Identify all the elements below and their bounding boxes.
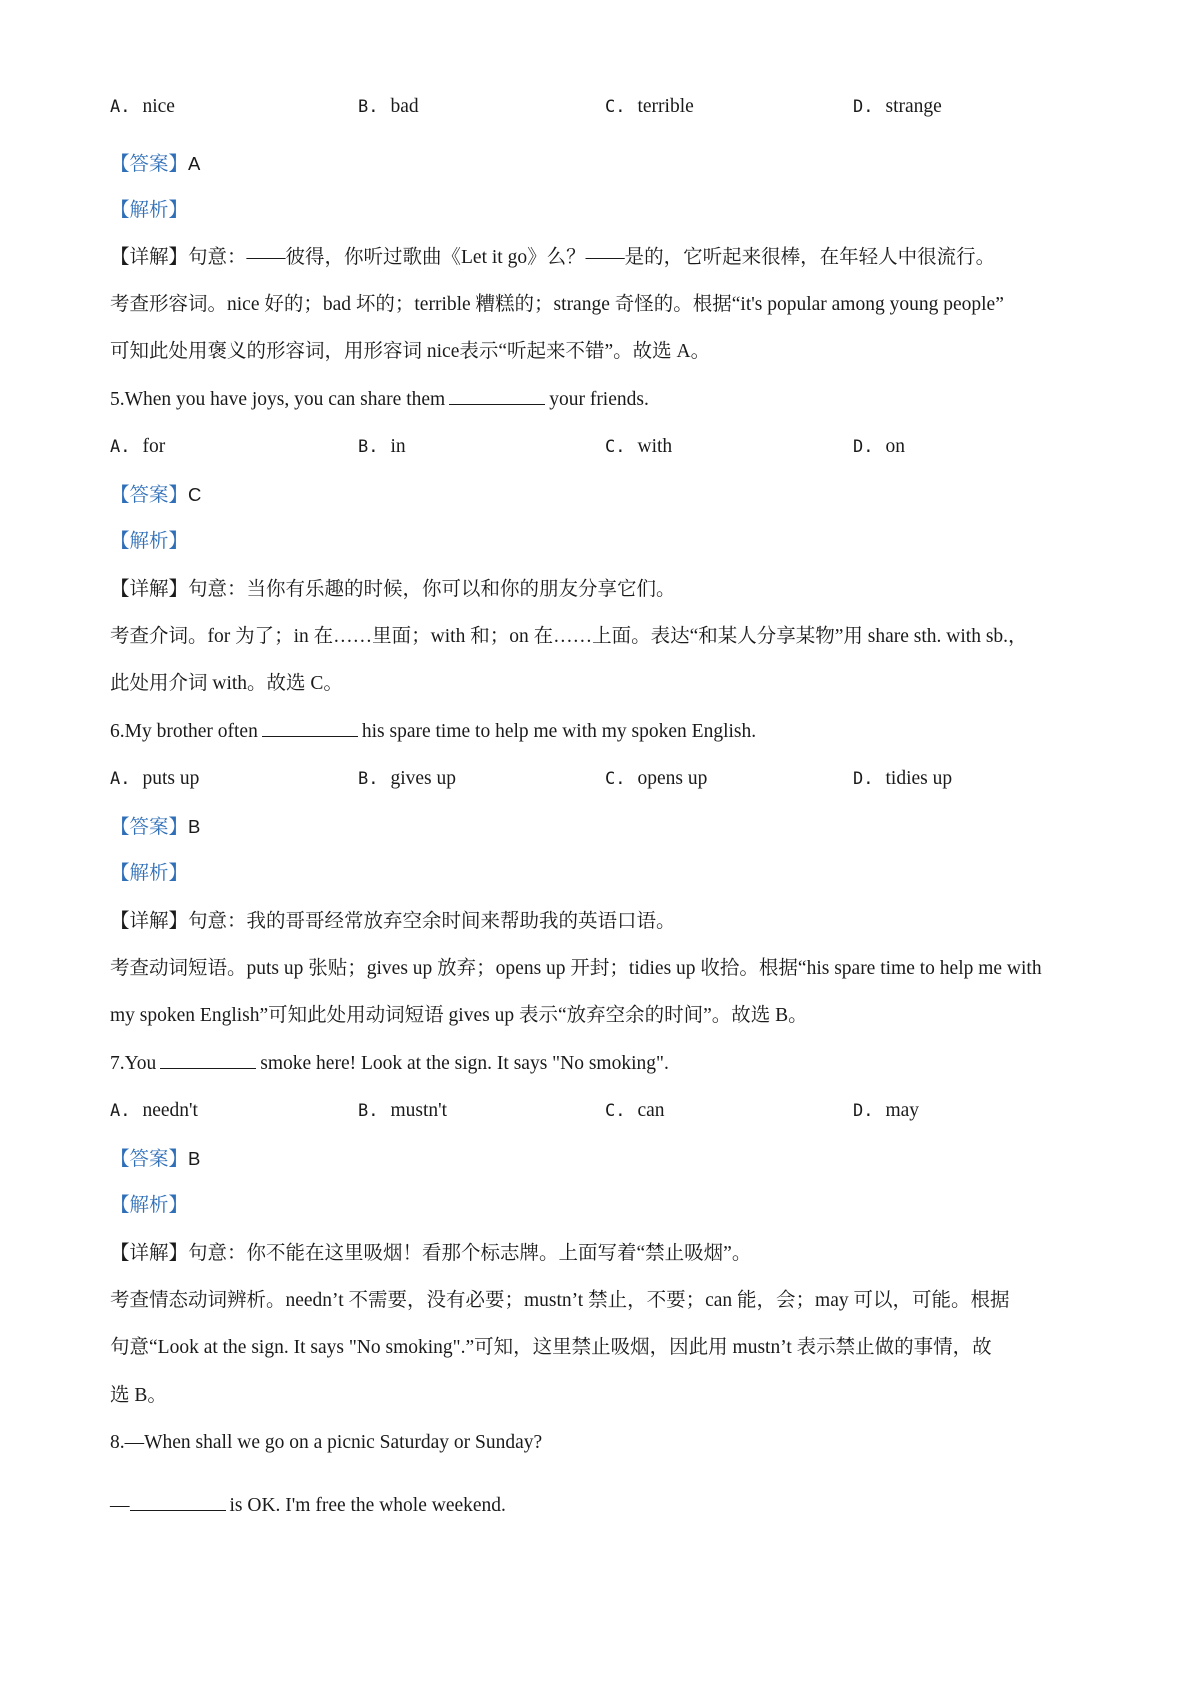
q8-reply: — is OK. I'm free the whole weekend. xyxy=(110,1492,1110,1520)
q5-option-d: D. on xyxy=(853,436,905,457)
q5-answer: 【答案】C xyxy=(110,484,202,506)
q7-options xyxy=(110,1097,1110,1125)
answer-blank xyxy=(262,718,358,737)
q6-options xyxy=(110,765,1110,793)
q6-option-a: A. puts up xyxy=(110,768,200,789)
q4-detail-line: 【详解】句意：——彼得，你听过歌曲《Let it go》么？——是的，它听起来很棒，在年轻人中很流行。 xyxy=(110,247,996,268)
q7-option-b: B. mustn't xyxy=(358,1100,448,1121)
q5-analysis-label: 【解析】 xyxy=(110,531,189,552)
q4-option-c: C. terrible xyxy=(605,96,694,117)
q6-option-c: C. opens up xyxy=(605,768,708,789)
q7-analysis-label: 【解析】 xyxy=(110,1195,189,1216)
q7-detail-line: 【详解】句意：你不能在这里吸烟！看那个标志牌。上面写着“禁止吸烟”。 xyxy=(110,1243,752,1264)
q4-answer: 【答案】A xyxy=(110,153,201,175)
answer-blank xyxy=(130,1492,226,1511)
q8-stem: 8.—When shall we go on a picnic Saturday or Sunday? xyxy=(110,1432,543,1453)
q4-analysis-label: 【解析】 xyxy=(110,200,189,221)
q4-detail-line: 考查形容词。nice 好的；bad 坏的；terrible 糟糕的；strange 奇怪的。根据“it's popular among young people” xyxy=(110,294,1004,315)
q6-analysis-label: 【解析】 xyxy=(110,863,189,884)
q6-stem: 6.My brother often his spare time to help me with my spoken English. xyxy=(110,718,1110,746)
q5-option-a: A. for xyxy=(110,436,166,457)
q5-detail-line: 考查介词。for 为了；in 在……里面；with 和；on 在……上面。表达“和某人分享某物”用 share sth. with sb.， xyxy=(110,626,1028,647)
answer-blank xyxy=(449,386,545,405)
q5-options xyxy=(110,433,1110,461)
q4-option-d: D. strange xyxy=(853,96,942,117)
q4-option-b: B. bad xyxy=(358,96,419,117)
q7-answer: 【答案】B xyxy=(110,1148,201,1170)
q6-detail-line: my spoken English”可知此处用动词短语 gives up 表示“放弃空余的时间”。故选 B。 xyxy=(110,1005,808,1026)
q6-answer: 【答案】B xyxy=(110,816,201,838)
q6-option-d: D. tidies up xyxy=(853,768,953,789)
answer-blank xyxy=(160,1050,256,1069)
q4-option-a: A. nice xyxy=(110,96,175,117)
q5-detail-line: 【详解】句意：当你有乐趣的时候，你可以和你的朋友分享它们。 xyxy=(110,579,676,600)
q7-detail-line: 考查情态动词辨析。needn’t 不需要，没有必要；mustn’t 禁止，不要；can 能，会；may 可以，可能。根据 xyxy=(110,1290,1010,1311)
q5-detail-line: 此处用介词 with。故选 C。 xyxy=(110,673,343,694)
q4-options xyxy=(110,93,1110,121)
q7-option-d: D. may xyxy=(853,1100,920,1121)
q7-detail-line: 句意“Look at the sign. It says "No smoking".”可知，这里禁止吸烟，因此用 mustn’t 表示禁止做的事情，故 xyxy=(110,1337,992,1358)
q5-option-b: B. in xyxy=(358,436,406,457)
q7-option-c: C. can xyxy=(605,1100,665,1121)
q6-detail-line: 考查动词短语。puts up 张贴；gives up 放弃；opens up 开封；tidies up 收拾。根据“his spare time to help me with xyxy=(110,958,1042,979)
q4-detail-line: 可知此处用褒义的形容词，用形容词 nice表示“听起来不错”。故选 A。 xyxy=(110,341,711,362)
q7-stem: 7.You smoke here! Look at the sign. It says "No smoking". xyxy=(110,1050,1110,1078)
q5-option-c: C. with xyxy=(605,436,673,457)
q7-detail-line: 选 B。 xyxy=(110,1385,167,1406)
q7-option-a: A. needn't xyxy=(110,1100,198,1121)
q5-stem: 5.When you have joys, you can share them your friends. xyxy=(110,386,1110,414)
q6-detail-line: 【详解】句意：我的哥哥经常放弃空余时间来帮助我的英语口语。 xyxy=(110,911,676,932)
q6-option-b: B. gives up xyxy=(358,768,457,789)
